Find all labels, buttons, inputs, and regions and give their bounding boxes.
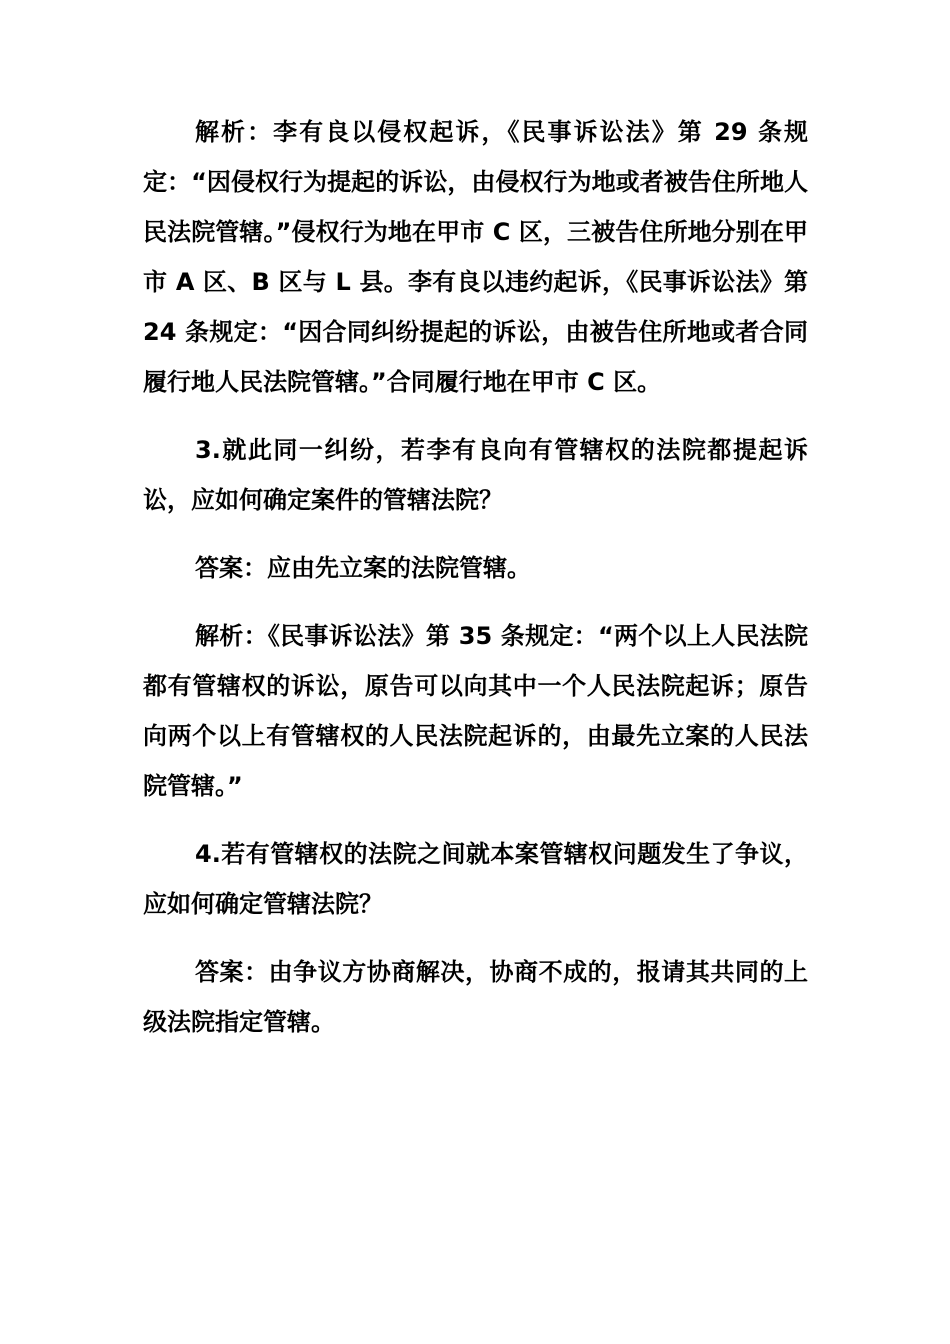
answer-4-paragraph: 答案：由争议方协商解决，协商不成的，报请其共同的上级法院指定管辖。	[143, 958, 808, 1036]
document-body	[143, 107, 808, 1047]
analysis-3-paragraph: 解析：《民事诉讼法》第 35 条规定：“两个以上人民法院都有管辖权的诉讼，原告可以向其中一个人民法院起诉；原告向两个以上有管辖权的人民法院起诉的，由最先立案的人民法院管辖。”	[143, 622, 808, 800]
analysis-paragraph-jurisdiction-tort-contract: 解析：李有良以侵权起诉，《民事诉讼法》第 29 条规定：“因侵权行为提起的诉讼，由侵权行为地或者被告住所地人民法院管辖。”侵权行为地在甲市 C 区，三被告住所地分别在甲市 A 区、B 区与 L 县。李有良以违约起诉，《民事诉讼法》第 24 条规定：“因合同纠纷提起的诉讼，由被告住所地或者合同履行地人民法院管辖。”合同履行地在甲市 C 区。	[143, 118, 808, 396]
answer-3-paragraph: 答案：应由先立案的法院管辖。	[195, 554, 531, 582]
question-4-paragraph: 4.若有管辖权的法院之间就本案管辖权问题发生了争议，应如何确定管辖法院？	[143, 840, 808, 918]
question-3-paragraph: 3.就此同一纠纷，若李有良向有管辖权的法院都提起诉讼，应如何确定案件的管辖法院？	[143, 436, 808, 514]
